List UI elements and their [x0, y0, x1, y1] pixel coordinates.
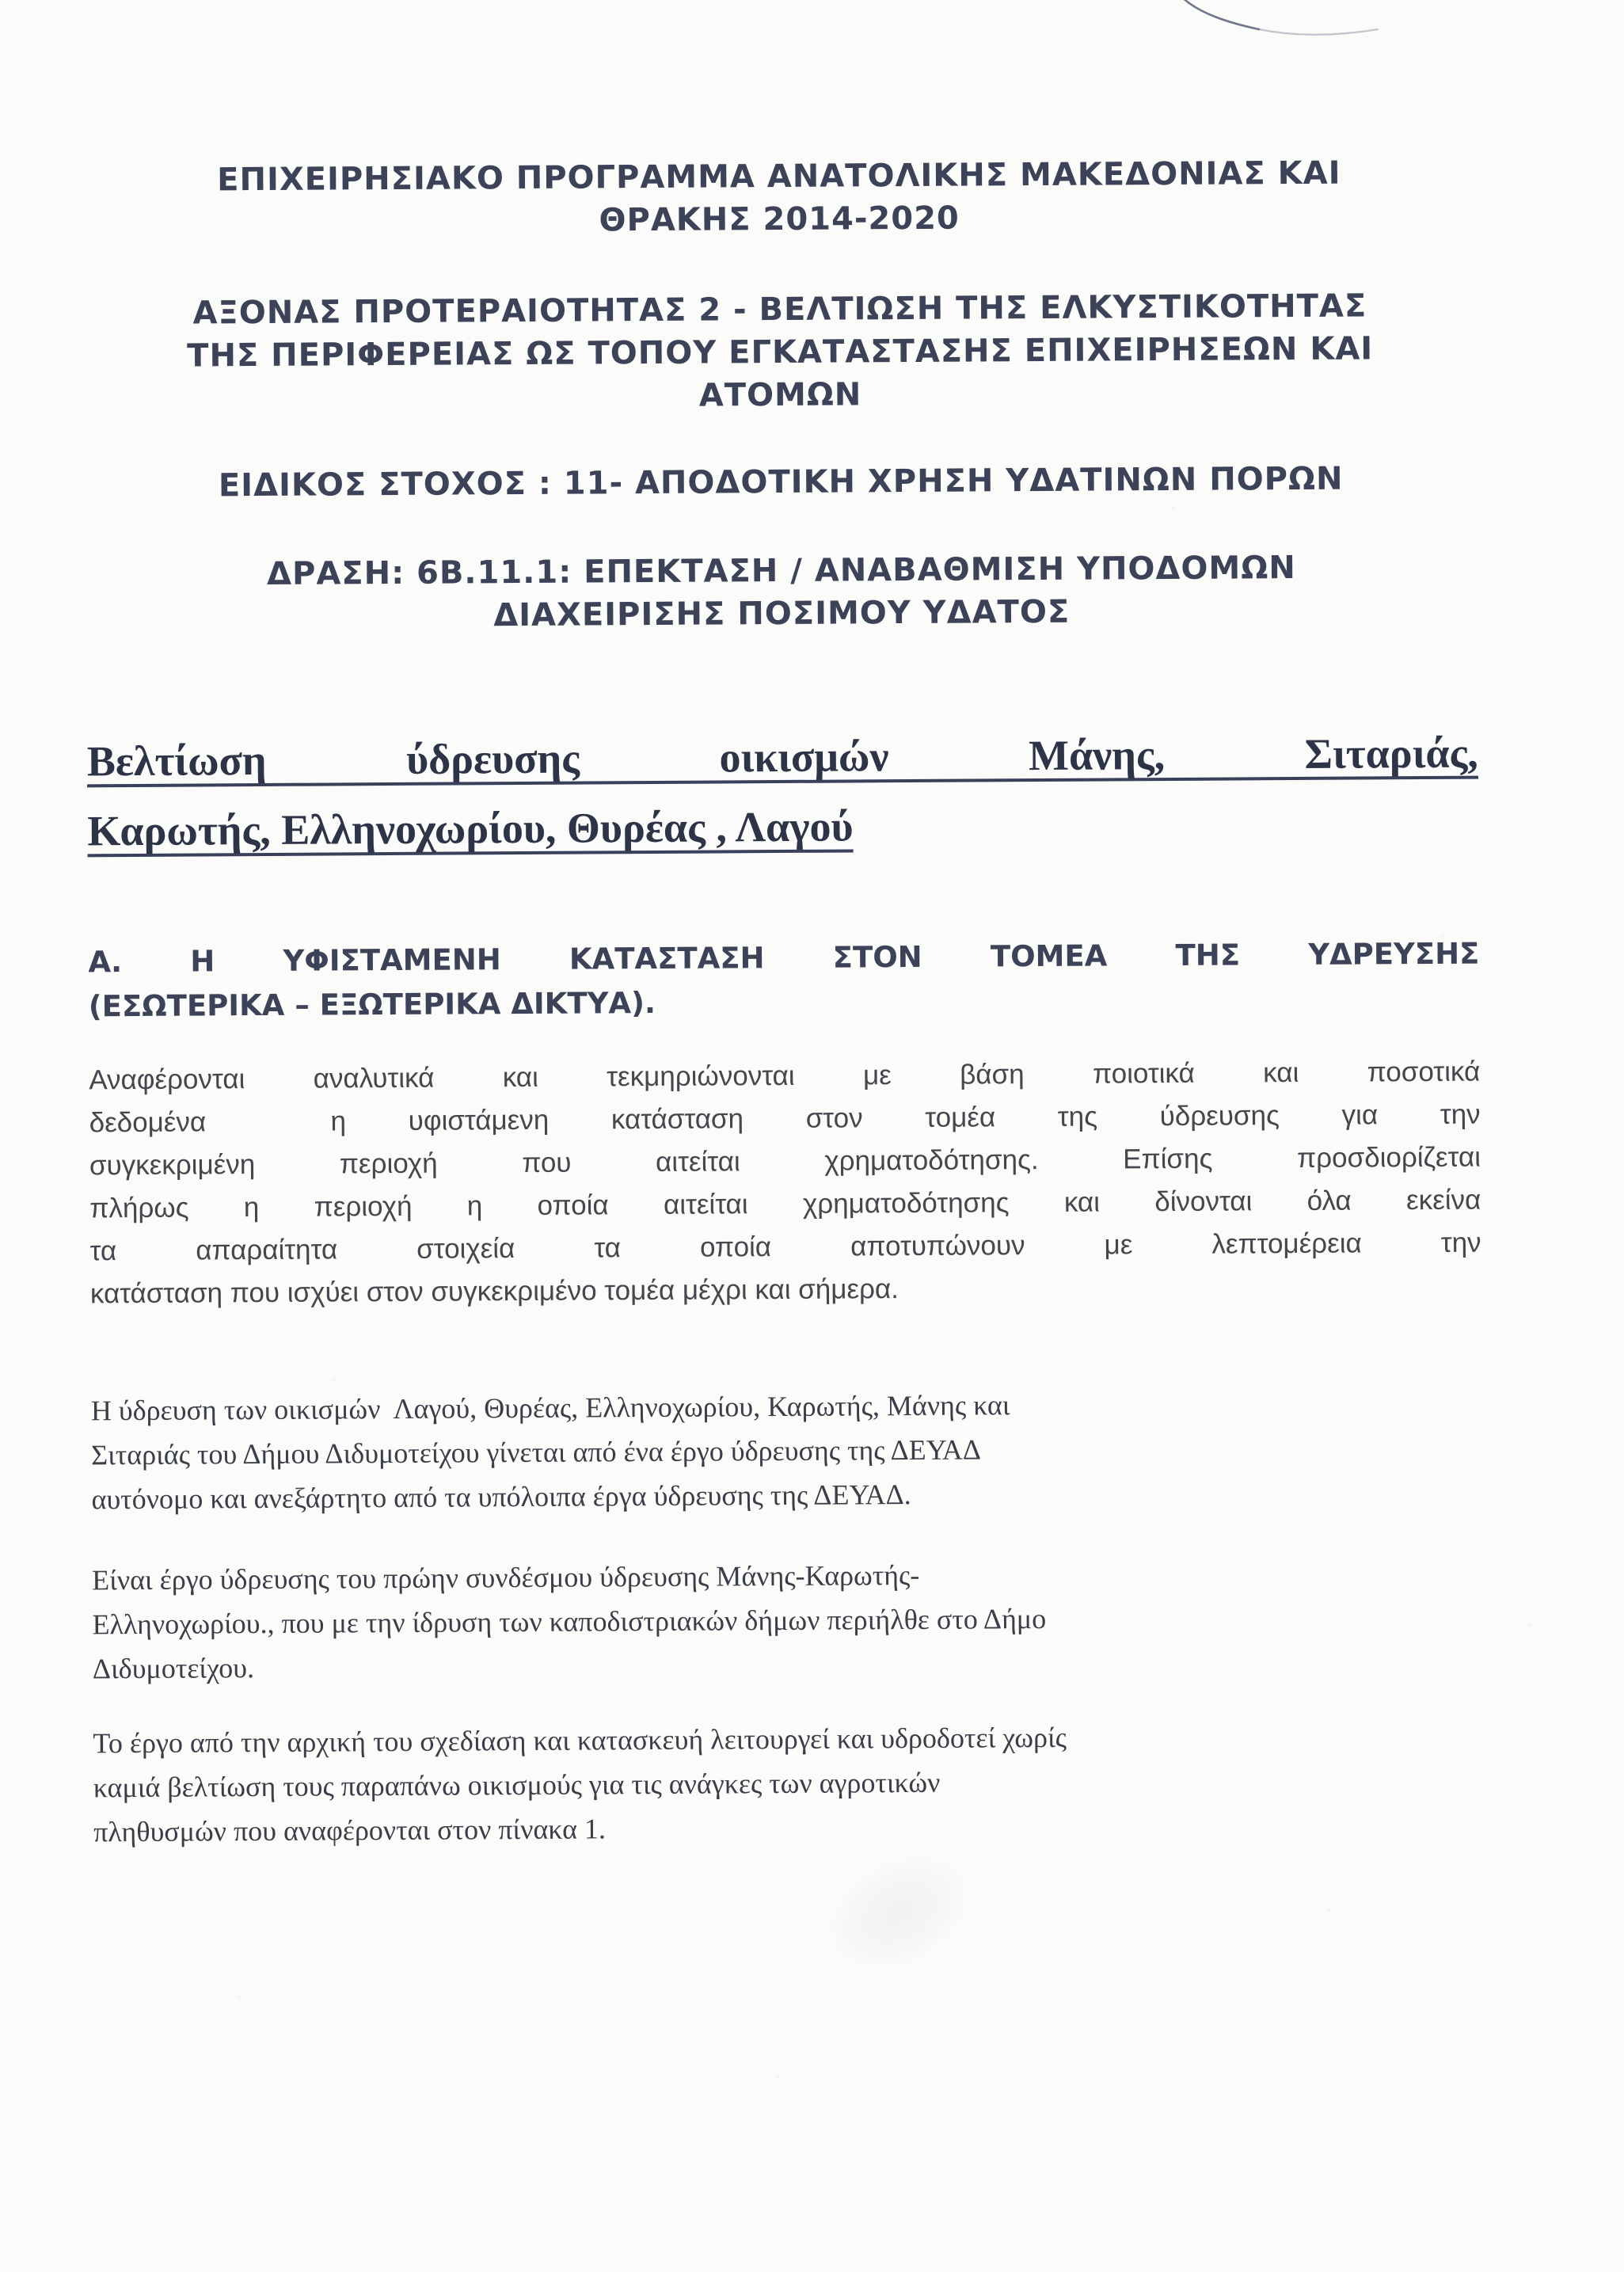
document-content — [82, 0, 1485, 1854]
text-line: ΔΡΑΣΗ: 6B.11.1: ΕΠΕΚΤΑΣΗ / ΑΝΑΒΑΘΜΙΣΗ ΥΠΟΔΟΜΩΝ — [266, 550, 1296, 592]
text-line: Καρωτής, Ελληνοχωρίου, Θυρέας , Λαγού — [87, 802, 854, 855]
text-line: Σιταριάς του Δήμου Διδυμοτείχου γίνεται από ένα έργο ύδρευσης της ΔΕΥΑΔ — [91, 1433, 982, 1471]
text-line: ΕΙΔΙΚΟΣ ΣΤΟΧΟΣ : 11- ΑΠΟΔΟΤΙΚΗ ΧΡΗΣΗ ΥΔΑΤΙΝΩΝ ΠΟΡΩΝ — [218, 460, 1344, 504]
text-line: Διδυμοτείχου. — [92, 1652, 255, 1685]
text-line: ΤΗΣ ΠΕΡΙΦΕΡΕΙΑΣ ΩΣ ΤΟΠΟΥ ΕΓΚΑΤΑΣΤΑΣΗΣ ΕΠΙΧΕΙΡΗΣΕΩΝ ΚΑΙ — [187, 330, 1374, 375]
heading-operational-program — [83, 151, 1475, 245]
text-line: συγκεκριμένη περιοχή που αιτείται χρηματοδότησης. Επίσης προσδιορίζεται — [89, 1141, 1481, 1182]
paragraph-former-association — [92, 1550, 1484, 1692]
text-line: αυτόνομο και ανεξάρτητο από τα υπόλοιπα έργα ύδρευσης της ΔΕΥΑΔ. — [91, 1479, 911, 1516]
text-line: ΕΠΙΧΕΙΡΗΣΙΑΚΟ ΠΡΟΓΡΑΜΜΑ ΑΝΑΤΟΛΙΚΗΣ ΜΑΚΕΔΟΝΙΑΣ ΚΑΙ — [217, 154, 1341, 199]
text-line: ΑΞΟΝΑΣ ΠΡΟΤΕΡΑΙΟΤΗΤΑΣ 2 - ΒΕΛΤΙΩΣΗ ΤΗΣ ΕΛΚΥΣΤΙΚΟΤΗΤΑΣ — [192, 287, 1367, 332]
paragraph-existing-situation — [89, 1051, 1481, 1316]
text-line: Η ύδρευση των οικισμών Λαγού, Θυρέας, Ελληνοχωρίου, Καρωτής, Μάνης και — [90, 1389, 1010, 1427]
heading-priority-axis — [84, 284, 1476, 421]
text-line: κατάσταση που ισχύει στον συγκεκριμένο τομέα μέχρι και σήμερα. — [89, 1273, 899, 1310]
section-a-heading — [88, 932, 1480, 1029]
text-line: Βελτίωση ύδρευσης οικισμών Μάνης, Σιταριάς, — [86, 729, 1479, 786]
paragraph-original-design — [93, 1713, 1485, 1855]
text-line: δεδομένα η υφιστάμενη κατάσταση στον τομέα της ύδρευσης για την — [89, 1098, 1481, 1139]
text-line: Ελληνοχωρίου., που με την ίδρυση των καποδιστριακών δήμων περιήλθε στο Δήμο — [92, 1602, 1047, 1641]
text-line: καμιά βελτίωση τους παραπάνω οικισμούς για τις ανάγκες των αγροτικών — [93, 1766, 941, 1804]
text-line: (ΕΣΩΤΕΡΙΚΑ – ΕΞΩΤΕΡΙΚΑ ΔΙΚΤΥΑ). — [88, 985, 656, 1024]
text-line: ΔΙΑΧΕΙΡΙΣΗΣ ΠΟΣΙΜΟΥ ΥΔΑΤΟΣ — [493, 593, 1071, 634]
text-line: Αναφέρονται αναλυτικά και τεκμηριώνονται με βάση ποιοτικά και ποσοτικά — [89, 1056, 1481, 1096]
paragraph-water-supply-settlements — [91, 1380, 1483, 1522]
text-line: πλήρως η περιοχή η οποία αιτείται χρηματοδότησης και δίνονται όλα εκείνα — [89, 1184, 1481, 1224]
text-line: Το έργο από την αρχική του σχεδίαση και κατασκευή λειτουργεί και υδροδοτεί χωρίς — [93, 1721, 1067, 1760]
heading-action — [86, 546, 1478, 640]
text-line: τα απαραίτητα στοιχεία τα οποία αποτυπώνουν με λεπτομέρεια την — [89, 1227, 1481, 1267]
project-title — [87, 718, 1479, 866]
text-line: ΑΤΟΜΩΝ — [698, 376, 862, 414]
text-line: πληθυσμών που αναφέρονται στον πίνακα 1. — [93, 1813, 607, 1848]
text-line: Α. Η ΥΦΙΣΤΑΜΕΝΗ ΚΑΤΑΣΤΑΣΗ ΣΤΟΝ ΤΟΜΕΑ ΤΗΣ ΥΔΡΕΥΣΗΣ — [88, 936, 1480, 980]
text-line: Είναι έργο ύδρευσης του πρώην συνδέσμου ύδρευσης Μάνης-Καρωτής- — [92, 1558, 920, 1596]
heading-specific-objective — [86, 457, 1477, 508]
text-line: ΘΡΑΚΗΣ 2014-2020 — [599, 200, 960, 239]
